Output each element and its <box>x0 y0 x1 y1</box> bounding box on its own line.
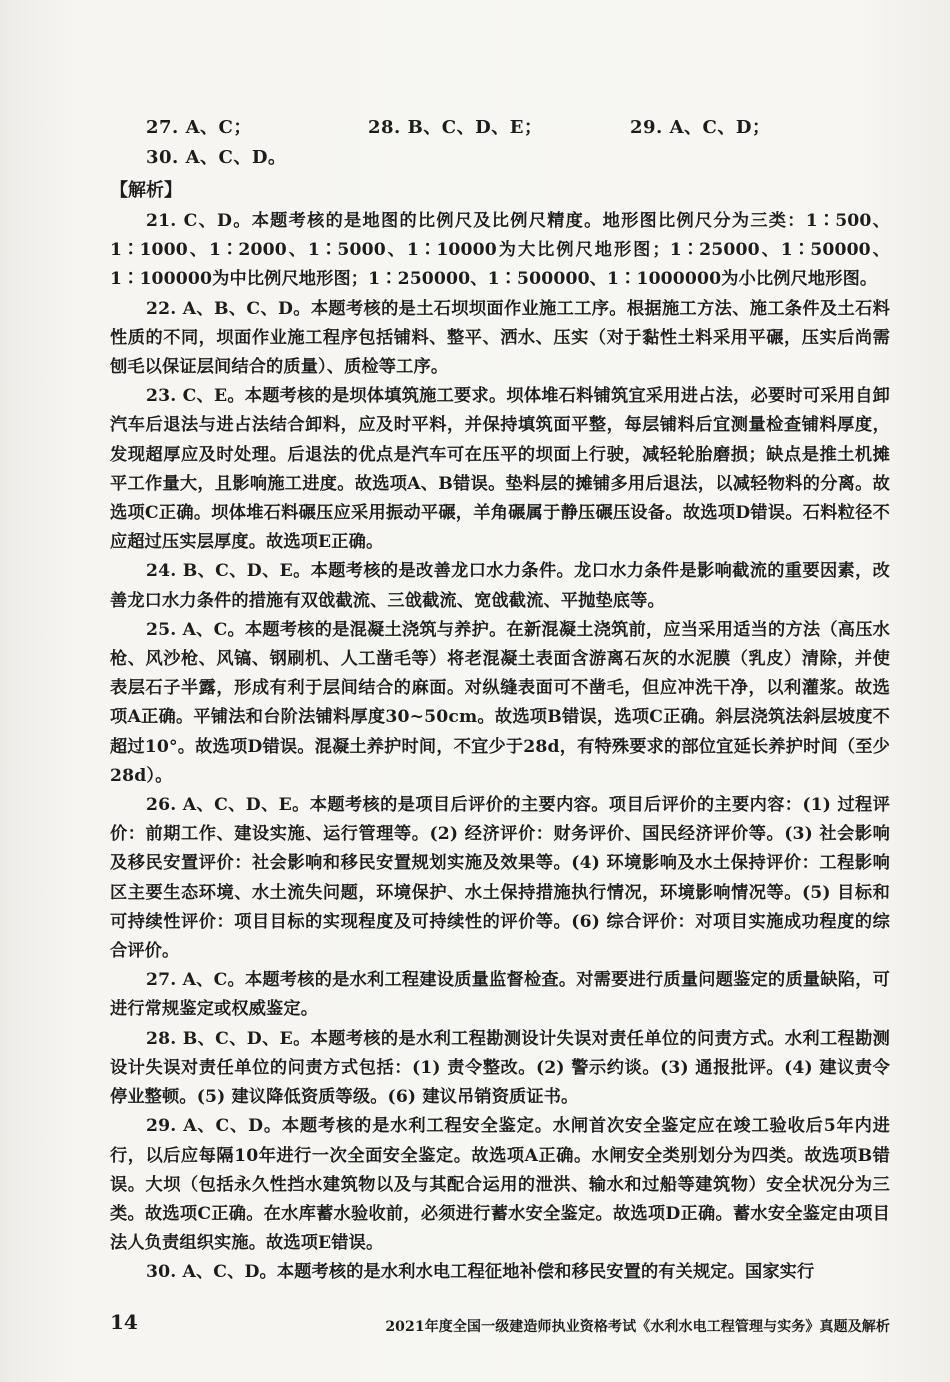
explanation-30: 30. A、C、D。本题考核的是水利水电工程征地补偿和移民安置的有关规定。国家实行 <box>146 1262 815 1283</box>
explanation-26: 26. A、C、D、E。本题考核的是项目后评价的主要内容。项目后评价的主要内容：(1) 过程评价：前期工作、建设实施、运行管理等。(2) 经济评价：财务评价、国民经济评价等。(3) 社会影响及移民安置评价：社会影响和移民安置规划实施及效果等。(4) 环境影响及水土保持评价：工程影响区主要生态环境、水土流失问题，环境保护、水土保持措施执行情况，环境影响情况等。(5) 目标和可持续性评价：项目目标的实现程度及可持续性的评价等。(6) 综合评价：对项目实施成功程度的综合评价。 <box>110 795 890 962</box>
answer-30: 30. A、C、D。 <box>146 147 287 168</box>
answer-row-2 <box>110 143 890 173</box>
answer-row-1 <box>110 113 890 143</box>
explanation-21: 21. C、D。本题考核的是地图的比例尺及比例尺精度。地形图比例尺分为三类：1∶500、1∶1000、1∶2000、1∶5000、1∶10000为大比例尺地形图；1∶25000、1∶50000、1∶100000为中比例尺地形图；1∶250000、1∶500000、1∶1000000为小比例尺地形图。 <box>110 211 890 290</box>
page-footer <box>110 1310 890 1340</box>
answer-27: 27. A、C； <box>146 117 252 138</box>
explanation-23: 23. C、E。本题考核的是坝体填筑施工要求。坝体堆石料铺筑宜采用进占法，必要时可采用自卸汽车后退法与进占法结合卸料，应及时平料，并保持填筑面平整，每层铺料后宜测量检查铺料厚度，发现超厚应及时处理。后退法的优点是汽车可在压平的坝面上行驶，减轻轮胎磨损；缺点是推土机摊平工作量大，且影响施工进度。故选项A、B错误。垫料层的摊铺多用后退法，以减轻物料的分离。故选项C正确。坝体堆石料碾压应采用振动平碾，羊角碾属于静压碾压设备。故选项D错误。石料粒径不应超过压实层厚度。故选项E正确。 <box>110 386 890 553</box>
explanation-25: 25. A、C。本题考核的是混凝土浇筑与养护。在新混凝土浇筑前，应当采用适当的方法（高压水枪、风沙枪、风镐、钢刷机、人工凿毛等）将老混凝土表面含游离石灰的水泥膜（乳皮）清除，并使表层石子半露，形成有利于层间结合的麻面。对纵缝表面可不凿毛，但应冲洗干净，以利灌浆。故选项A正确。平铺法和台阶法铺料厚度30~50cm。故选项B错误，选项C正确。斜层浇筑法斜层坡度不超过10°。故选项D错误。混凝土养护时间，不宜少于28d，有特殊要求的部位宜延长养护时间（至少28d）。 <box>110 619 890 786</box>
answer-29: 29. A、C、D； <box>630 117 771 138</box>
explanation-28: 28. B、C、D、E。本题考核的是水利工程勘测设计失误对责任单位的问责方式。水利工程勘测设计失误对责任单位的问责方式包括：(1) 责令整改。(2) 警示约谈。(3) 通报批评。(4) 建议责令停业整顿。(5) 建议降低资质等级。(6) 建议吊销资质证书。 <box>110 1028 890 1108</box>
answer-28: 28. B、C、D、E； <box>368 117 543 138</box>
explanation-29: 29. A、C、D。本题考核的是水利工程安全鉴定。水闸首次安全鉴定应在竣工验收后5年内进行，以后应每隔10年进行一次全面安全鉴定。故选项A正确。水闸安全类别划分为四类。故选项B错误。大坝（包括永久性挡水建筑物以及与其配合运用的泄洪、输水和过船等建筑物）安全状况分为三类。故选项C正确。在水库蓄水验收前，必须进行蓄水安全鉴定。故选项D正确。蓄水安全鉴定由项目法人负责组织实施。故选项E错误。 <box>110 1116 890 1254</box>
page-number: 14 <box>110 1310 138 1334</box>
explanation-22: 22. A、B、C、D。本题考核的是土石坝坝面作业施工工序。根据施工方法、施工条件及土石料性质的不同，坝面作业施工程序包括铺料、整平、洒水、压实（对于黏性土料采用平碾，压实后尚需刨毛以保证层间结合的质量）、质检等工序。 <box>110 298 890 378</box>
explanation-27: 27. A、C。本题考核的是水利工程建设质量监督检查。对需要进行质量问题鉴定的质量缺陷，可进行常规鉴定或权威鉴定。 <box>110 970 890 1020</box>
footer-title: 2021年度全国一级建造师执业资格考试《水利水电工程管理与实务》真题及解析 <box>385 1319 890 1335</box>
section-title: 【解析】 <box>110 180 182 201</box>
page-content <box>110 113 890 1288</box>
explanation-24: 24. B、C、D、E。本题考核的是改善龙口水力条件。龙口水力条件是影响截流的重要因素，改善龙口水力条件的措施有双戗截流、三戗截流、宽戗截流、平抛垫底等。 <box>110 561 890 611</box>
